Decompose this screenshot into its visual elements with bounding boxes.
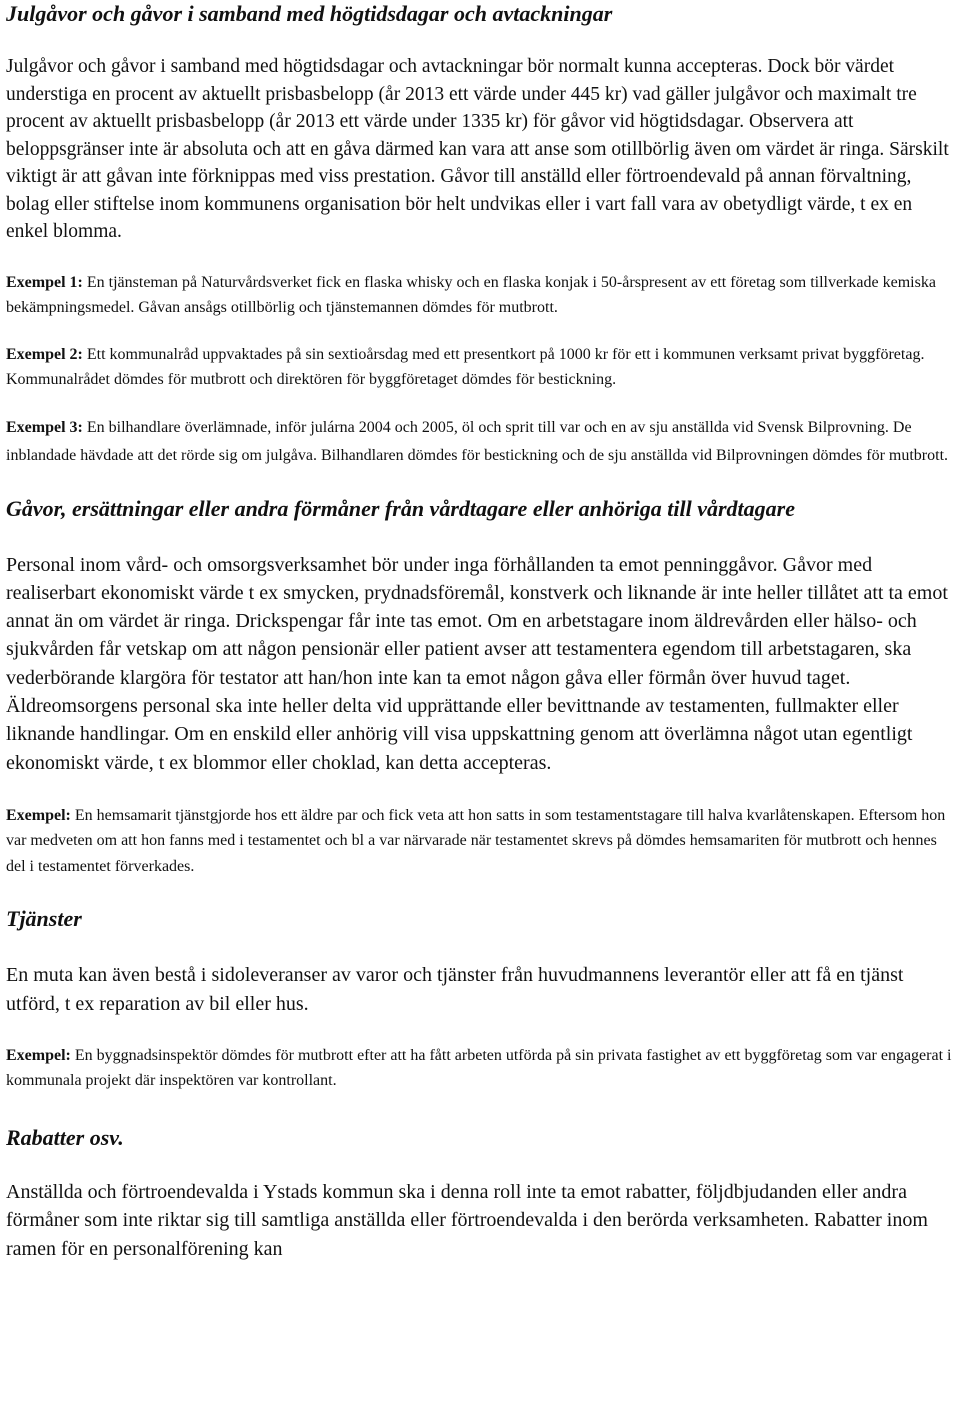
vardtagare-paragraph: Personal inom vård- och omsorgsverksamhet bör under inga förhållanden ta emot penninggåvor. Gåvor med realiserbart ekonomiskt värde t ex smycken, prydnadsföremål, konstverk och liknande är inte heller tillåtet att ta emot annat än om värdet är ringa. Drickspengar får inte tas emot. Om en arbetstagare inom äldrevården eller hälso- och sjukvården får vetskap om att någon pensionär eller patient avser att testamentera egendom till arbetstagaren, ska vederbörande klargöra för testator att han/hon inte kan ta emot någon gåva eller förmån över huvud taget. Äldreomsorgens personal ska inte heller delta vid upprättande eller bevittnande av testamenten, fullmakter eller liknande handlingar. Om en enskild eller anhörig vill visa uppskattning genom att överlämna något utan egentligt ekonomiskt värde, t ex blommor eller choklad, kan detta accepteras. <box>6 553 948 774</box>
example-tjanster-text: En byggnadsinspektör dömdes för mutbrott efter att ha fått arbeten utförda på sin privata fastighet av ett byggföretag som var engagerat i kommunala projekt där inspektören var kontrollant. <box>6 1046 952 1090</box>
example-1-label: Exempel 1: <box>6 273 83 291</box>
tjanster-paragraph: En muta kan även bestå i sidoleveranser av varor och tjänster från huvudmannens leverantör eller att få en tjänst utförd, t ex reparation av bil eller hus. <box>6 964 904 1015</box>
section-heading-rabatter: Rabatter osv. <box>6 1124 124 1150</box>
example-vardtagare-text: En hemsamarit tjänstgjorde hos ett äldre par och fick veta att hon satts in som testamentstagare till halva kvarlåtenskapen. Eftersom hon var medveten om att hon fanns med i testamentet och bl a var närvarade när testamentet skrevs på dömdes hemsamariten för mutbrott och hennes del i testamentet förverkades. <box>6 806 946 875</box>
example-1-text: En tjänsteman på Naturvårdsverket fick en flaska whisky och en flaska konjak i 50-årspresent av ett företag som tillverkade kemiska bekämpningsmedel. Gåvan ansågs otillbörlig och tjänstemannen dömdes för mutbrott. <box>6 273 936 316</box>
section-heading-tjanster: Tjänster <box>6 906 82 932</box>
example-1 <box>6 270 954 321</box>
example-2-label: Exempel 2: <box>6 345 83 363</box>
example-vardtagare <box>6 803 954 880</box>
example-3-text: En bilhandlare överlämnade, inför julárna 2004 och 2005, öl och sprit till var och en av sju anställda vid Svensk Bilprovning. De inblandade hävdade att det rörde sig om julgåva. Bilhandlaren dömdes för bestickning och de sju anställda vid Bilprovningen dömdes för mutbrott. <box>6 418 949 464</box>
example-2 <box>6 342 954 393</box>
section-heading-julgavor: Julgåvor och gåvor i samband med högtidsdagar och avtackningar <box>6 1 613 26</box>
rabatter-paragraph: Anställda och förtroendevalda i Ystads kommun ska i denna roll inte ta emot rabatter, följdbjudanden eller andra förmåner som inte riktar sig till samtliga anställda eller förtroendevalda i den berörda verksamheten. Rabatter inom ramen för en personalförening kan <box>6 1180 928 1260</box>
example-3 <box>6 414 954 470</box>
example-2-text: Ett kommunalråd uppvaktades på sin sextioårsdag med ett presentkort på 1000 kr för ett i kommunen verksamt privat byggföretag. Kommunalrådet dömdes för mutbrott och direktören för byggföretaget dömdes för bestickning. <box>6 345 925 388</box>
example-vardtagare-label: Exempel: <box>6 806 71 824</box>
example-tjanster-label: Exempel: <box>6 1046 71 1064</box>
julgavor-paragraph: Julgåvor och gåvor i samband med högtidsdagar och avtackningar bör normalt kunna accepteras. Dock bör värdet understiga en procent av aktuellt prisbasbelopp (år 2013 ett värde under 445 kr) vad gäller julgåvor och maximalt tre procent av aktuellt prisbasbelopp (år 2013 ett värde under 1335 kr) för gåvor vid högtidsdagar. Observera att beloppsgränser inte är absoluta och att en gåva därmed kan vara att anse som otillbörlig även om värdet är ringa. Särskilt viktigt är att gåvan inte förknippas med viss prestation. Gåvor till anställd eller förtroendevald på annan förvaltning, bolag eller stiftelse inom kommunens organisation bör helt undvikas eller i vart fall vara av obetydligt värde, t ex en enkel blomma. <box>6 56 949 242</box>
section-heading-vardtagare: Gåvor, ersättningar eller andra förmåner från vårdtagare eller anhöriga till vårdtagare <box>6 495 795 521</box>
example-3-label: Exempel 3: <box>6 418 83 436</box>
example-tjanster <box>6 1043 954 1094</box>
